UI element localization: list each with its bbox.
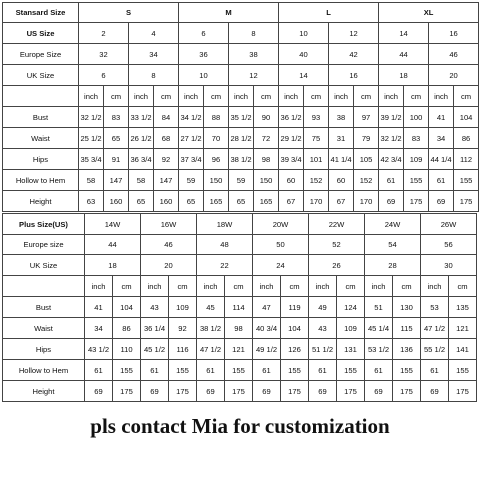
plus-measure-cell: 43: [309, 318, 337, 339]
us-size-cell: 10: [279, 23, 329, 44]
measure-cell: 33 1/2: [129, 107, 154, 128]
size-group-3: XL: [379, 3, 479, 23]
measure-cell: 147: [104, 170, 129, 191]
plus-measure-cell: 69: [197, 381, 225, 402]
measure-cell: 92: [154, 149, 179, 170]
plus-unit-row-label: [3, 276, 85, 297]
plus-europe-size-label: Europe size: [3, 235, 85, 255]
measure-cell: 155: [404, 170, 429, 191]
table-row: [3, 318, 477, 339]
measure-cell: 79: [354, 128, 379, 149]
plus-measure-label: Hips: [3, 339, 85, 360]
europe-size-cell: 42: [329, 44, 379, 65]
plus-measure-cell: 155: [113, 360, 141, 381]
measure-cell: 100: [404, 107, 429, 128]
unit-inch: inch: [429, 86, 454, 107]
measure-cell: 65: [229, 191, 254, 212]
plus-us-size-cell: 16W: [141, 214, 197, 235]
unit-cm: cm: [354, 86, 379, 107]
size-group-0: S: [79, 3, 179, 23]
measure-cell: 39 3/4: [279, 149, 304, 170]
plus-measure-cell: 34: [85, 318, 113, 339]
plus-measure-cell: 69: [141, 381, 169, 402]
table-row: [3, 170, 479, 191]
table-title: Stansard Size: [3, 3, 79, 23]
plus-measure-cell: 155: [337, 360, 365, 381]
plus-europe-size-cell: 54: [365, 235, 421, 255]
plus-measure-cell: 69: [85, 381, 113, 402]
plus-measure-cell: 175: [281, 381, 309, 402]
measure-cell: 175: [454, 191, 479, 212]
unit-inch: inch: [421, 276, 449, 297]
plus-measure-cell: 36 1/4: [141, 318, 169, 339]
table-row: [3, 23, 479, 44]
measure-cell: 38 1/2: [229, 149, 254, 170]
table-row: [3, 235, 477, 255]
measure-label: Height: [3, 191, 79, 212]
plus-measure-cell: 61: [309, 360, 337, 381]
measure-cell: 170: [304, 191, 329, 212]
unit-cm: cm: [393, 276, 421, 297]
plus-uk-size-cell: 18: [85, 255, 141, 276]
measure-cell: 60: [329, 170, 354, 191]
measure-cell: 152: [304, 170, 329, 191]
plus-measure-cell: 45: [197, 297, 225, 318]
unit-inch: inch: [79, 86, 104, 107]
table-row: [3, 86, 479, 107]
measure-cell: 155: [454, 170, 479, 191]
us-size-cell: 2: [79, 23, 129, 44]
uk-size-cell: 12: [229, 65, 279, 86]
unit-cm: cm: [404, 86, 429, 107]
europe-size-label: Europe Size: [3, 44, 79, 65]
measure-cell: 59: [229, 170, 254, 191]
plus-measure-cell: 69: [309, 381, 337, 402]
us-size-cell: 12: [329, 23, 379, 44]
uk-size-cell: 18: [379, 65, 429, 86]
measure-cell: 26 1/2: [129, 128, 154, 149]
measure-cell: 58: [79, 170, 104, 191]
measure-cell: 152: [354, 170, 379, 191]
plus-measure-cell: 175: [169, 381, 197, 402]
measure-cell: 147: [154, 170, 179, 191]
plus-measure-cell: 121: [449, 318, 477, 339]
plus-measure-cell: 61: [85, 360, 113, 381]
unit-inch: inch: [85, 276, 113, 297]
measure-cell: 104: [454, 107, 479, 128]
measure-cell: 59: [179, 170, 204, 191]
plus-measure-cell: 141: [449, 339, 477, 360]
measure-cell: 105: [354, 149, 379, 170]
us-size-cell: 16: [429, 23, 479, 44]
plus-measure-label: Waist: [3, 318, 85, 339]
plus-measure-cell: 109: [337, 318, 365, 339]
measure-cell: 36 3/4: [129, 149, 154, 170]
plus-measure-cell: 104: [113, 297, 141, 318]
unit-cm: cm: [104, 86, 129, 107]
plus-measure-cell: 119: [281, 297, 309, 318]
plus-measure-cell: 130: [393, 297, 421, 318]
measure-cell: 97: [354, 107, 379, 128]
measure-cell: 65: [129, 191, 154, 212]
uk-size-cell: 20: [429, 65, 479, 86]
unit-inch: inch: [379, 86, 404, 107]
plus-uk-size-label: UK Size: [3, 255, 85, 276]
plus-measure-cell: 126: [281, 339, 309, 360]
plus-measure-cell: 47 1/2: [197, 339, 225, 360]
standard-size-table: [2, 2, 479, 212]
plus-measure-cell: 61: [365, 360, 393, 381]
unit-cm: cm: [113, 276, 141, 297]
plus-measure-cell: 55 1/2: [421, 339, 449, 360]
measure-cell: 61: [429, 170, 454, 191]
measure-cell: 39 1/2: [379, 107, 404, 128]
measure-cell: 83: [404, 128, 429, 149]
unit-inch: inch: [365, 276, 393, 297]
plus-uk-size-cell: 22: [197, 255, 253, 276]
plus-us-size-cell: 24W: [365, 214, 421, 235]
unit-cm: cm: [254, 86, 279, 107]
table-row: [3, 44, 479, 65]
plus-measure-cell: 175: [393, 381, 421, 402]
plus-measure-cell: 40 3/4: [253, 318, 281, 339]
europe-size-cell: 32: [79, 44, 129, 65]
us-size-cell: 6: [179, 23, 229, 44]
europe-size-cell: 40: [279, 44, 329, 65]
table-row: [3, 381, 477, 402]
table-row: [3, 128, 479, 149]
plus-measure-cell: 155: [281, 360, 309, 381]
unit-inch: inch: [279, 86, 304, 107]
plus-measure-cell: 43: [141, 297, 169, 318]
unit-inch: inch: [129, 86, 154, 107]
plus-measure-cell: 114: [225, 297, 253, 318]
measure-cell: 84: [154, 107, 179, 128]
measure-cell: 38: [329, 107, 354, 128]
plus-measure-cell: 135: [449, 297, 477, 318]
plus-measure-cell: 69: [421, 381, 449, 402]
europe-size-cell: 38: [229, 44, 279, 65]
plus-us-size-cell: 14W: [85, 214, 141, 235]
plus-measure-cell: 98: [225, 318, 253, 339]
plus-table-title: Plus Size(US): [3, 214, 85, 235]
measure-cell: 63: [79, 191, 104, 212]
table-row: [3, 255, 477, 276]
unit-cm: cm: [281, 276, 309, 297]
measure-cell: 91: [104, 149, 129, 170]
plus-measure-label: Hollow to Hem: [3, 360, 85, 381]
plus-measure-cell: 53 1/2: [365, 339, 393, 360]
unit-inch: inch: [229, 86, 254, 107]
measure-cell: 160: [154, 191, 179, 212]
uk-size-cell: 8: [129, 65, 179, 86]
uk-size-cell: 6: [79, 65, 129, 86]
europe-size-cell: 44: [379, 44, 429, 65]
plus-measure-cell: 61: [141, 360, 169, 381]
plus-uk-size-cell: 28: [365, 255, 421, 276]
measure-cell: 65: [104, 128, 129, 149]
plus-measure-cell: 51 1/2: [309, 339, 337, 360]
uk-size-cell: 14: [279, 65, 329, 86]
europe-size-cell: 46: [429, 44, 479, 65]
plus-measure-cell: 175: [113, 381, 141, 402]
unit-cm: cm: [169, 276, 197, 297]
plus-uk-size-cell: 26: [309, 255, 365, 276]
plus-measure-cell: 124: [337, 297, 365, 318]
plus-measure-cell: 69: [253, 381, 281, 402]
measure-cell: 96: [204, 149, 229, 170]
plus-measure-cell: 69: [365, 381, 393, 402]
measure-cell: 67: [329, 191, 354, 212]
table-row: [3, 297, 477, 318]
plus-measure-cell: 155: [449, 360, 477, 381]
plus-measure-cell: 47 1/2: [421, 318, 449, 339]
us-size-cell: 14: [379, 23, 429, 44]
measure-cell: 25 1/2: [79, 128, 104, 149]
unit-inch: inch: [329, 86, 354, 107]
measure-label: Waist: [3, 128, 79, 149]
measure-cell: 93: [304, 107, 329, 128]
plus-measure-cell: 45 1/4: [365, 318, 393, 339]
measure-cell: 112: [454, 149, 479, 170]
measure-cell: 32 1/2: [79, 107, 104, 128]
measure-cell: 68: [154, 128, 179, 149]
unit-cm: cm: [454, 86, 479, 107]
unit-inch: inch: [179, 86, 204, 107]
plus-measure-cell: 61: [253, 360, 281, 381]
plus-europe-size-cell: 48: [197, 235, 253, 255]
table-row: [3, 107, 479, 128]
measure-cell: 41 1/4: [329, 149, 354, 170]
plus-europe-size-cell: 52: [309, 235, 365, 255]
plus-measure-cell: 110: [113, 339, 141, 360]
measure-cell: 60: [279, 170, 304, 191]
plus-measure-cell: 136: [393, 339, 421, 360]
plus-europe-size-cell: 56: [421, 235, 477, 255]
unit-cm: cm: [304, 86, 329, 107]
measure-cell: 83: [104, 107, 129, 128]
size-group-1: M: [179, 3, 279, 23]
measure-cell: 42 3/4: [379, 149, 404, 170]
plus-us-size-cell: 26W: [421, 214, 477, 235]
measure-cell: 34 1/2: [179, 107, 204, 128]
measure-cell: 75: [304, 128, 329, 149]
unit-cm: cm: [337, 276, 365, 297]
plus-measure-cell: 155: [393, 360, 421, 381]
plus-measure-cell: 175: [449, 381, 477, 402]
measure-cell: 165: [204, 191, 229, 212]
europe-size-cell: 34: [129, 44, 179, 65]
measure-cell: 44 1/4: [429, 149, 454, 170]
measure-cell: 69: [379, 191, 404, 212]
measure-cell: 165: [254, 191, 279, 212]
plus-measure-cell: 121: [225, 339, 253, 360]
measure-cell: 37 3/4: [179, 149, 204, 170]
measure-cell: 70: [204, 128, 229, 149]
plus-measure-label: Bust: [3, 297, 85, 318]
plus-measure-cell: 45 1/2: [141, 339, 169, 360]
measure-cell: 61: [379, 170, 404, 191]
unit-cm: cm: [154, 86, 179, 107]
measure-cell: 175: [404, 191, 429, 212]
plus-us-size-cell: 20W: [253, 214, 309, 235]
measure-cell: 150: [254, 170, 279, 191]
measure-cell: 109: [404, 149, 429, 170]
plus-measure-cell: 115: [393, 318, 421, 339]
plus-measure-cell: 104: [281, 318, 309, 339]
measure-cell: 88: [204, 107, 229, 128]
plus-measure-cell: 41: [85, 297, 113, 318]
plus-us-size-cell: 22W: [309, 214, 365, 235]
measure-cell: 170: [354, 191, 379, 212]
us-size-cell: 4: [129, 23, 179, 44]
table-row: [3, 65, 479, 86]
measure-cell: 160: [104, 191, 129, 212]
plus-uk-size-cell: 20: [141, 255, 197, 276]
plus-measure-cell: 51: [365, 297, 393, 318]
plus-measure-cell: 155: [225, 360, 253, 381]
table-row: [3, 214, 477, 235]
plus-europe-size-cell: 46: [141, 235, 197, 255]
measure-cell: 98: [254, 149, 279, 170]
plus-measure-cell: 109: [169, 297, 197, 318]
measure-label: Hollow to Hem: [3, 170, 79, 191]
plus-measure-cell: 38 1/2: [197, 318, 225, 339]
measure-cell: 65: [179, 191, 204, 212]
customization-note: pls contact Mia for customization: [90, 414, 390, 438]
unit-inch: inch: [253, 276, 281, 297]
plus-measure-cell: 175: [225, 381, 253, 402]
plus-measure-cell: 131: [337, 339, 365, 360]
measure-label: Bust: [3, 107, 79, 128]
plus-measure-cell: 53: [421, 297, 449, 318]
plus-measure-cell: 116: [169, 339, 197, 360]
measure-cell: 35 3/4: [79, 149, 104, 170]
unit-cm: cm: [449, 276, 477, 297]
measure-cell: 35 1/2: [229, 107, 254, 128]
unit-inch: inch: [141, 276, 169, 297]
measure-cell: 28 1/2: [229, 128, 254, 149]
plus-measure-cell: 61: [197, 360, 225, 381]
plus-measure-cell: 49: [309, 297, 337, 318]
uk-size-cell: 16: [329, 65, 379, 86]
plus-measure-label: Height: [3, 381, 85, 402]
measure-cell: 31: [329, 128, 354, 149]
plus-measure-cell: 86: [113, 318, 141, 339]
uk-size-cell: 10: [179, 65, 229, 86]
plus-uk-size-cell: 24: [253, 255, 309, 276]
unit-row-label: [3, 86, 79, 107]
plus-measure-cell: 47: [253, 297, 281, 318]
measure-cell: 150: [204, 170, 229, 191]
unit-cm: cm: [225, 276, 253, 297]
plus-measure-cell: 61: [421, 360, 449, 381]
table-row: [3, 149, 479, 170]
measure-cell: 86: [454, 128, 479, 149]
plus-size-table: [2, 213, 477, 402]
measure-cell: 29 1/2: [279, 128, 304, 149]
measure-cell: 36 1/2: [279, 107, 304, 128]
plus-europe-size-cell: 50: [253, 235, 309, 255]
plus-uk-size-cell: 30: [421, 255, 477, 276]
size-group-2: L: [279, 3, 379, 23]
unit-inch: inch: [197, 276, 225, 297]
measure-cell: 58: [129, 170, 154, 191]
us-size-cell: 8: [229, 23, 279, 44]
measure-cell: 41: [429, 107, 454, 128]
plus-measure-cell: 175: [337, 381, 365, 402]
table-row: [3, 191, 479, 212]
uk-size-label: UK Size: [3, 65, 79, 86]
measure-cell: 69: [429, 191, 454, 212]
plus-us-size-cell: 18W: [197, 214, 253, 235]
table-row: [3, 360, 477, 381]
plus-measure-cell: 43 1/2: [85, 339, 113, 360]
unit-inch: inch: [309, 276, 337, 297]
measure-cell: 90: [254, 107, 279, 128]
plus-measure-cell: 49 1/2: [253, 339, 281, 360]
table-row: [3, 276, 477, 297]
measure-label: Hips: [3, 149, 79, 170]
us-size-label: US Size: [3, 23, 79, 44]
europe-size-cell: 36: [179, 44, 229, 65]
unit-cm: cm: [204, 86, 229, 107]
plus-measure-cell: 155: [169, 360, 197, 381]
plus-measure-cell: 92: [169, 318, 197, 339]
measure-cell: 101: [304, 149, 329, 170]
measure-cell: 72: [254, 128, 279, 149]
table-row: [3, 3, 479, 23]
measure-cell: 27 1/2: [179, 128, 204, 149]
measure-cell: 67: [279, 191, 304, 212]
table-row: [3, 339, 477, 360]
measure-cell: 34: [429, 128, 454, 149]
measure-cell: 32 1/2: [379, 128, 404, 149]
plus-europe-size-cell: 44: [85, 235, 141, 255]
